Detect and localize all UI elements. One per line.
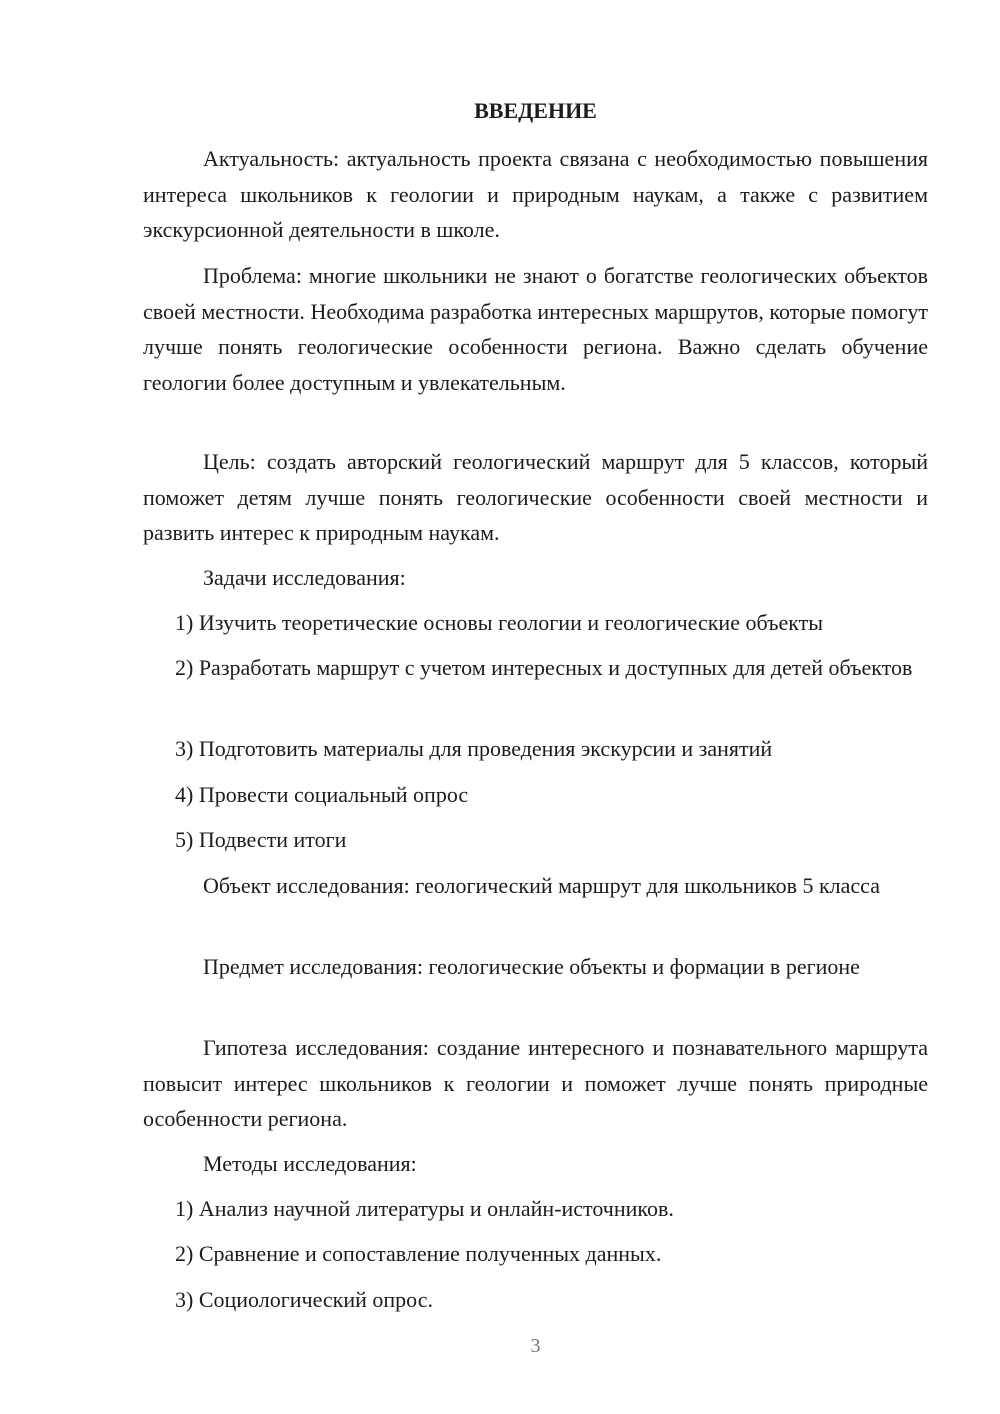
method-item: 3) Социологический опрос. xyxy=(175,1287,433,1312)
subject-paragraph: Предмет исследования: геологические объекты и формации в регионе xyxy=(203,954,860,979)
task-item: 1) Изучить теоретические основы геологии и геологические объекты xyxy=(175,610,824,635)
page-title: ВВЕДЕНИЕ xyxy=(474,98,597,123)
method-item: 1) Анализ научной литературы и онлайн-источников. xyxy=(175,1196,674,1221)
hypothesis-paragraph: Гипотеза исследования: создание интересного и познавательного маршрута повысит интерес школьников к геологии и поможет лучше понять природные особенности региона. xyxy=(143,1035,928,1131)
task-item: 5) Подвести итоги xyxy=(175,827,347,852)
document-page xyxy=(143,0,928,1414)
problem-paragraph: Проблема: многие школьники не знают о богатстве геологических объектов своей местности. Необходима разработка интересных маршрутов, которые помогут лучше понять геологические особенности региона. Важно сделать обучение геологии более доступным и увлекательным. xyxy=(143,263,928,395)
method-item: 2) Сравнение и сопоставление полученных данных. xyxy=(175,1241,662,1266)
tasks-heading: Задачи исследования: xyxy=(203,565,406,590)
page-number: 3 xyxy=(530,1335,541,1357)
task-item: 2) Разработать маршрут с учетом интересных и доступных для детей объектов xyxy=(175,655,913,680)
goal-paragraph: Цель: создать авторский геологический маршрут для 5 классов, который поможет детям лучше понять геологические особенности своей местности и развить интерес к природным наукам. xyxy=(143,449,928,545)
task-item: 4) Провести социальный опрос xyxy=(175,782,469,807)
task-item: 3) Подготовить материалы для проведения экскурсии и занятий xyxy=(175,736,773,761)
methods-heading: Методы исследования: xyxy=(203,1151,417,1176)
object-paragraph: Объект исследования: геологический маршрут для школьников 5 класса xyxy=(203,873,880,898)
relevance-paragraph: Актуальность: актуальность проекта связана с необходимостью повышения интереса школьников к геологии и природным наукам, а также с развитием экскурсионной деятельности в школе. xyxy=(143,146,928,242)
